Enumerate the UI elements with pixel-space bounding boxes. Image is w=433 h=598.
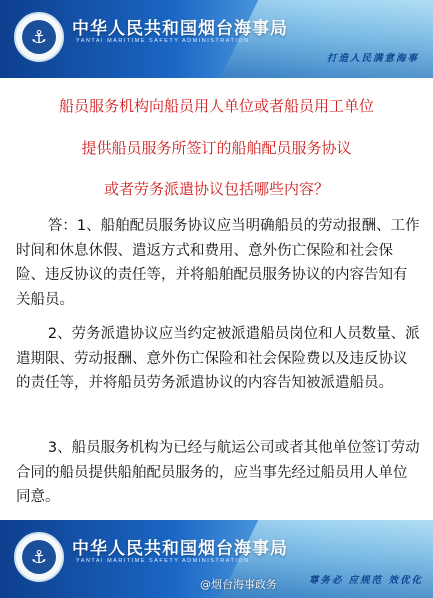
question-line-3: 或者劳务派遣协议包括哪些内容？ xyxy=(103,180,329,198)
agency-title: 中华人民共和国烟台海事局 xyxy=(72,539,288,559)
answer-paragraph-2: 2、劳务派遣协议应当约定被派遣船员岗位和人员数量、派遣期限、劳动报酬、意外伤亡保险和社会保险费以及违反协议的责任等，并将船员劳务派遣协议的内容告知被派遣船员。 xyxy=(16,326,420,391)
agency-subtitle: YANTAI MARITIME SAFETY ADMINISTRATION xyxy=(76,38,250,44)
agency-subtitle: YANTAI MARITIME SAFETY ADMINISTRATION xyxy=(76,558,250,564)
answer-paragraph-1: 答：1、船舶配员服务协议应当明确船员的劳动报酬、工作时间和休息休假、遣返方式和费用、意外伤亡保险和社会保险、违反协议的责任等，并将船舶配员服务协议的内容告知有关船员。 xyxy=(16,218,420,308)
agency-title: 中华人民共和国烟台海事局 xyxy=(72,19,288,39)
question-line-2: 提供船员服务所签订的船舶配员服务协议 xyxy=(81,139,352,157)
msa-emblem xyxy=(14,532,64,582)
footer-slogan: 尊务必 应规范 效优化 xyxy=(308,575,423,586)
question-line-1: 船员服务机构向船员用人单位或者船员用工单位 xyxy=(58,97,374,115)
msa-emblem xyxy=(14,12,64,62)
harbor-photo xyxy=(220,0,433,78)
weibo-watermark: @烟台海事政务 xyxy=(200,578,277,591)
header-banner xyxy=(0,0,433,78)
anchor-icon: ⚓ xyxy=(22,540,56,574)
footer-banner xyxy=(0,520,433,598)
anchor-icon: ⚓ xyxy=(22,20,56,54)
answer-paragraph-3: 3、船员服务机构为已经与航运公司或者其他单位签订劳动合同的船员提供船舶配员服务的，应当事先经过船员用人单位同意。 xyxy=(16,440,420,505)
slogan: 打造人民满意海事 xyxy=(326,53,419,64)
